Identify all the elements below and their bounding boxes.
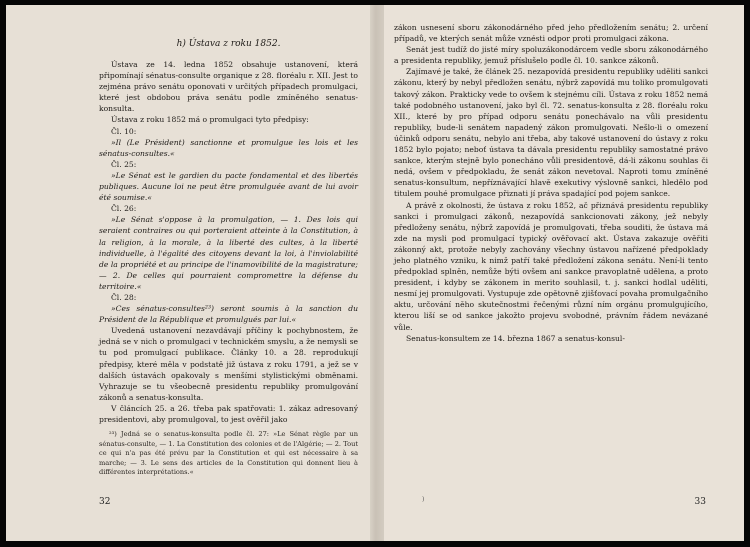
page-number: 33 xyxy=(694,497,706,507)
footnote-text: ²³) Jedná se o senatus-konsulta podle čl. 27: »Le Sénat règle par un sénatus-consulte, — 1. La Constitution des colonies et de l'Algérie; — 2. Tout ce qui n'a pas été prévu par la Constitution et qui est nécessaire à sa marche; — 3. Le sens des articles de la Constitution qui donnent lieu à différentes interprétations.« xyxy=(99,430,358,477)
paragraph: Ústava z roku 1852 má o promulgaci tyto předpisy: xyxy=(111,115,309,125)
quoted-article: »Ces sénatus-consultes²³) seront soumis à la sanction du Président de la République et promulgués par lui.« xyxy=(99,304,358,325)
paragraph: V článcích 25. a 26. třeba pak spatřovati: 1. zákaz adresovaný presidentovi, aby promulgoval, to jest ověřil jako xyxy=(99,403,358,424)
right-page xyxy=(378,5,744,541)
paragraph: Senát jest tudíž do jisté míry spoluzákonodárcem vedle sboru zákonodárného a presidenta republiky, jemuž příslušelo podle čl. 10. sankce zákonů. xyxy=(394,45,708,66)
book-gutter xyxy=(370,5,384,541)
footnote xyxy=(99,430,358,478)
right-page-body xyxy=(394,22,708,344)
section-heading: h) Ústava z roku 1852. xyxy=(176,39,281,49)
quoted-article: »Il (Le Président) sanctionne et promulgue les lois et les sénatus-consultes.« xyxy=(99,137,358,158)
article-label: Čl. 26: xyxy=(111,204,137,214)
quoted-article: »Le Sénat est le gardien du pacte fondamental et des libertés publiques. Aucune loi ne peut être promulguée avant de lui avoir été soumise.« xyxy=(99,170,358,203)
paragraph: Zajímavé je také, že článek 25. nezapovídá presidentu republiky uděliti sankci zákonu, který by nebyl předložen senátu, nýbrž zapovídá mu toliko promulgovati takový zákon. Prakticky vede to ovšem k stejnému cíli. Ústava z roku 1852 nemá také podobného ustanovení, jako byl čl. 72. senatus-konsulta z 28. floréalu roku XII., které by pro případ odporu senátu ponechávalo na vůli presidentu republiky, bude-li senátem napadený zákon promulgovati. Nešlo-li o omezení účinků odporu senátu, nebylo ani třeba, aby takové ustanovení do ústavy z roku 1852 bylo pojato; neboť ústava ta dávala presidentu republiky samostatné právo sankce, kterým stejně bylo ponecháno vůli presidentově, dá-li zákonu souhlas či nedá, ovšem v předpokladu, že senát zákon nevetoval. Naproti tomu zmíněné senatus-konsultum, nepříznávající hlavě exekutivy výslovně sankci, hledělo pod titulem pouhé promulgace přiznati jí práva spadající pod pojem sankce. xyxy=(394,67,708,199)
quoted-article: »Le Sénat s'oppose à la promulgation, — 1. Des lois qui seraient contraires ou qui porteraient atteinte à la Constitution, à la religion, à la morale, à la liberté des cultes, à la liberté individuelle, à l'égalité des citoyens devant la loi, à l'inviolabilité de la propriété et au principe de l'inamovibilité de la magistrature; — 2. De celles qui pourraient compromettre la défense du territoire.« xyxy=(99,215,358,291)
paragraph: Senatus-konsultem ze 14. března 1867 a senatus-konsul- xyxy=(406,333,625,343)
article-label: Čl. 25: xyxy=(111,159,137,169)
article-label: Čl. 10: xyxy=(111,126,137,136)
paragraph: A právě z okolnosti, že ústava z roku 1852, ač přiznává presidentu republiky sankci i promulgaci zákonů, nezapovídá sankcionovati zákony, jež nebyly předloženy senátu, nýbrž zapovídá je promulgovati, třeba souditi, že ústava má zde na mysli pod promulgací typický ověřovací akt. Ústava zakazuje ověřiti zákonný akt, protože nebyly zachovány všechny ústavou nařízené předpoklady jeho platného vzniku, k nimž patří také předložení zákona senátu. Není-li tento předpoklad splněn, nemůže býti ovšem ani sankce pravoplatně udělena, a proto president, i kdyby se zákonem in merito souhlasil, t. j. sankci hodlal uděliti, nesmí jej promulgovati. Vystupuje zde opětovně zjišťovací povaha promulgačního aktu, určování něho skutečnostmi řečenými různí ním orgánu promulgujícího, kterou liší se od sankce jakožto projevu svobodné, právním řádem nevázané vůle. xyxy=(394,200,708,332)
page-number: 32 xyxy=(99,497,111,507)
gutter-mark: ) xyxy=(422,496,425,503)
paragraph: Ústava ze 14. ledna 1852 obsahuje ustanovení, která připomínají sénatus-consulte organique z 28. floréalu r. XII. Jest to zejména právo senátu oponovati v určitých případech promulgaci, které jest obdobou práva senátu podle zmíněného senatus-konsulta. xyxy=(99,60,358,114)
paragraph: Uvedená ustanovení nezavdávají příčiny k pochybnostem, že jedná se v nich o promulgaci v technickém smyslu, a že nemysli se tu pod promulgací publikace. Články 10. a 28. reprodukují předpisy, které měla v podstatě již ústava z roku 1791, a jež se v dalších ústavách opakovaly s menšími stylistickými obměnami. Vyhrazuje se tu všeobecně presidentu republiky promulgování zákonů a senatus-konsulta. xyxy=(99,326,358,402)
paragraph: zákon usnesení sboru zákonodárného před jeho předložením senátu; 2. určení případů, ve kterých senát může vznésti odpor proti promulgaci zákona. xyxy=(394,23,708,44)
article-label: Čl. 28: xyxy=(111,292,137,302)
left-page-body xyxy=(99,59,358,425)
left-page xyxy=(6,5,378,541)
